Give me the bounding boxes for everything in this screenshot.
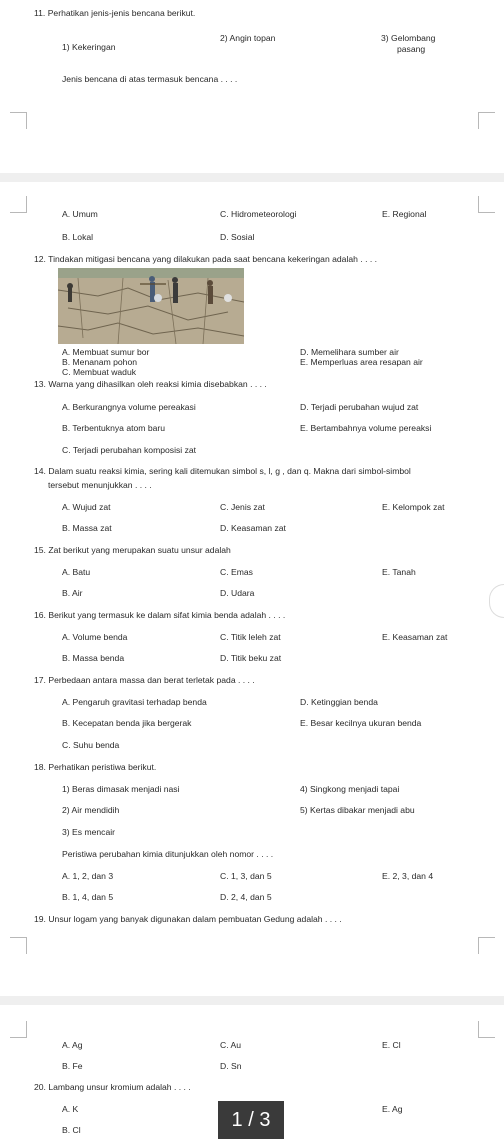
q14-option-e[interactable]: E. Kelompok zat xyxy=(382,502,445,512)
q15-option-b[interactable]: B. Air xyxy=(62,588,83,598)
page-corner xyxy=(478,112,495,129)
q12-stem: 12. Tindakan mitigasi bencana yang dilakukan pada saat bencana kekeringan adalah . . . . xyxy=(34,254,378,264)
q13-option-e[interactable]: E. Bertambahnya volume pereaksi xyxy=(300,423,432,433)
q11-option-c[interactable]: C. Hidrometeorologi xyxy=(220,209,297,219)
q16-option-d[interactable]: D. Titik beku zat xyxy=(220,653,282,663)
q13-option-a[interactable]: A. Berkurangnya volume pereakasi xyxy=(62,402,196,412)
q17-option-a[interactable]: A. Pengaruh gravitasi terhadap benda xyxy=(62,697,207,707)
q16-stem: 16. Berikut yang termasuk ke dalam sifat kimia benda adalah . . . . xyxy=(34,610,286,620)
page-corner xyxy=(10,1021,27,1038)
q19-option-b[interactable]: B. Fe xyxy=(62,1061,83,1071)
q11-subquestion: Jenis bencana di atas termasuk bencana . . . . xyxy=(62,74,238,84)
q11-option-d[interactable]: D. Sosial xyxy=(220,232,255,242)
page-corner xyxy=(10,937,27,954)
q18-stem: 18. Perhatikan peristiwa berikut. xyxy=(34,762,157,772)
q14-option-a[interactable]: A. Wujud zat xyxy=(62,502,111,512)
q12-option-a[interactable]: A. Membuat sumur bor xyxy=(62,347,150,357)
q20-option-b[interactable]: B. Cl xyxy=(62,1125,81,1135)
q16-option-e[interactable]: E. Keasaman zat xyxy=(382,632,448,642)
page-gap xyxy=(0,173,504,182)
q15-option-a[interactable]: A. Batu xyxy=(62,567,91,577)
q11-item-3-cont: pasang xyxy=(397,44,426,54)
q13-option-d[interactable]: D. Terjadi perubahan wujud zat xyxy=(300,402,419,412)
q11-item-3: 3) Gelombang xyxy=(381,33,436,43)
q13-stem: 13. Warna yang dihasilkan oleh reaksi kimia disebabkan . . . . xyxy=(34,379,267,389)
q14-option-d[interactable]: D. Keasaman zat xyxy=(220,523,286,533)
q15-option-c[interactable]: C. Emas xyxy=(220,567,253,577)
page-corner xyxy=(478,1021,495,1038)
q11-option-e[interactable]: E. Regional xyxy=(382,209,427,219)
q13-option-b[interactable]: B. Terbentuknya atom baru xyxy=(62,423,166,433)
q11-stem: 11. Perhatikan jenis-jenis bencana berikut. xyxy=(34,8,196,18)
q18-option-d[interactable]: D. 2, 4, dan 5 xyxy=(220,892,272,902)
q17-option-c[interactable]: C. Suhu benda xyxy=(62,740,120,750)
q19-stem: 19. Unsur logam yang banyak digunakan dalam pembuatan Gedung adalah . . . . xyxy=(34,914,342,924)
q11-option-a[interactable]: A. Umum xyxy=(62,209,98,219)
scroll-handle[interactable] xyxy=(489,584,504,618)
page-indicator: 1 / 3 xyxy=(218,1101,284,1139)
page-corner xyxy=(10,196,27,213)
page-corner xyxy=(478,937,495,954)
q12-option-d[interactable]: D. Memelihara sumber air xyxy=(300,347,399,357)
q11-item-1: 1) Kekeringan xyxy=(62,42,116,52)
page-corner xyxy=(10,112,27,129)
q17-option-e[interactable]: E. Besar kecilnya ukuran benda xyxy=(300,718,422,728)
q16-option-a[interactable]: A. Volume benda xyxy=(62,632,128,642)
q11-item-2: 2) Angin topan xyxy=(220,33,276,43)
q19-option-e[interactable]: E. Cl xyxy=(382,1040,401,1050)
q18-option-b[interactable]: B. 1, 4, dan 5 xyxy=(62,892,114,902)
q20-stem: 20. Lambang unsur kromium adalah . . . . xyxy=(34,1082,191,1092)
page-gap xyxy=(0,996,504,1005)
q17-stem: 17. Perbedaan antara massa dan berat terletak pada . . . . xyxy=(34,675,255,685)
q18-option-c[interactable]: C. 1, 3, dan 5 xyxy=(220,871,272,881)
q12-option-c[interactable]: C. Membuat waduk xyxy=(62,367,137,377)
q16-option-c[interactable]: C. Titik leleh zat xyxy=(220,632,281,642)
q19-option-a[interactable]: A. Ag xyxy=(62,1040,83,1050)
q18-item-5: 5) Kertas dibakar menjadi abu xyxy=(300,805,415,815)
q14-option-b[interactable]: B. Massa zat xyxy=(62,523,112,533)
q14-option-c[interactable]: C. Jenis zat xyxy=(220,502,265,512)
q19-option-d[interactable]: D. Sn xyxy=(220,1061,242,1071)
q14-stem-cont: tersebut menunjukkan . . . . xyxy=(48,480,152,490)
q18-option-e[interactable]: E. 2, 3, dan 4 xyxy=(382,871,434,881)
drought-farmers-photo xyxy=(58,268,244,344)
q15-option-e[interactable]: E. Tanah xyxy=(382,567,416,577)
q15-option-d[interactable]: D. Udara xyxy=(220,588,255,598)
q17-option-d[interactable]: D. Ketinggian benda xyxy=(300,697,378,707)
q20-option-e[interactable]: E. Ag xyxy=(382,1104,403,1114)
q12-option-e[interactable]: E. Memperluas area resapan air xyxy=(300,357,423,367)
q13-option-c[interactable]: C. Terjadi perubahan komposisi zat xyxy=(62,445,197,455)
q18-item-3: 3) Es mencair xyxy=(62,827,116,837)
q14-stem: 14. Dalam suatu reaksi kimia, sering kali ditemukan simbol s, l, g , dan q. Makna dari simbol-simbol xyxy=(34,466,411,476)
page-corner xyxy=(478,196,495,213)
q15-stem: 15. Zat berikut yang merupakan suatu unsur adalah xyxy=(34,545,231,555)
q11-option-b[interactable]: B. Lokal xyxy=(62,232,94,242)
q18-subquestion: Peristiwa perubahan kimia ditunjukkan oleh nomor . . . . xyxy=(62,849,274,859)
q18-item-2: 2) Air mendidih xyxy=(62,805,120,815)
q18-option-a[interactable]: A. 1, 2, dan 3 xyxy=(62,871,114,881)
q20-option-a[interactable]: A. K xyxy=(62,1104,79,1114)
q12-option-b[interactable]: B. Menanam pohon xyxy=(62,357,138,367)
q17-option-b[interactable]: B. Kecepatan benda jika bergerak xyxy=(62,718,192,728)
q19-option-c[interactable]: C. Au xyxy=(220,1040,242,1050)
q16-option-b[interactable]: B. Massa benda xyxy=(62,653,125,663)
q18-item-1: 1) Beras dimasak menjadi nasi xyxy=(62,784,180,794)
q18-item-4: 4) Singkong menjadi tapai xyxy=(300,784,400,794)
